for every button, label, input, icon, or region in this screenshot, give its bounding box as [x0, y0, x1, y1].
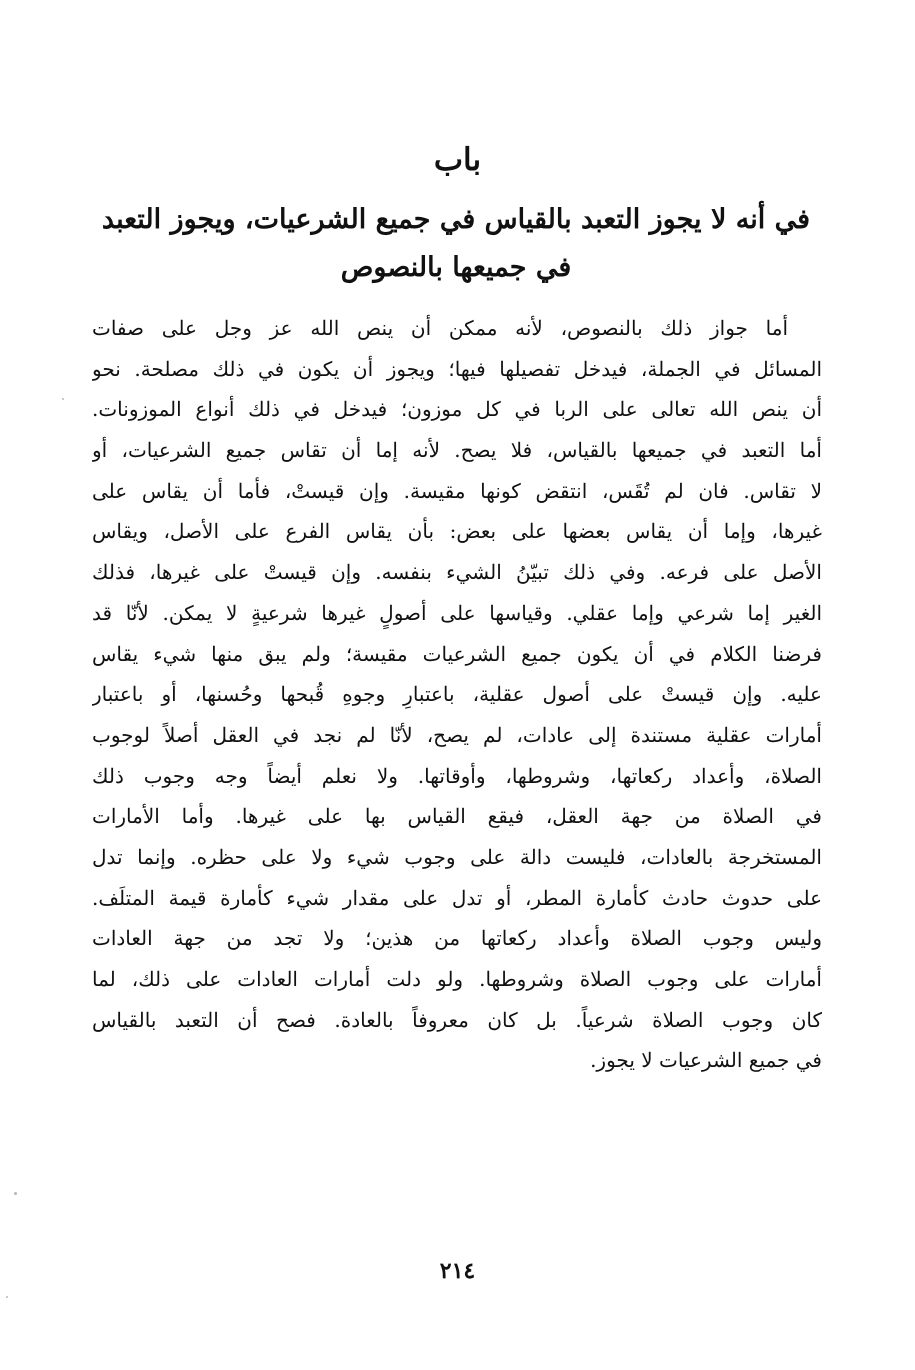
chapter-title-line-2: في جميعها بالنصوص — [340, 252, 572, 283]
text-line: أمارات عقلية مستندة إلى عادات، لم يصح، لأنّا لم نجد في العقل أصلاً لوجوب — [92, 722, 822, 747]
text-line: على حدوث حادث كأمارة المطر، أو تدل على مقدار شيء كأمارة قيمة المتلَف. — [92, 885, 822, 910]
text-line: في الصلاة من جهة العقل، فيقع القياس بها على غيرها. وأما الأمارات — [92, 804, 822, 829]
text-line: وليس وجوب الصلاة وأعداد ركعاتها من هذين؛ ولا تجد من جهة العادات — [92, 926, 822, 951]
text-line: فرضنا الكلام في أن يكون جميع الشرعيات مقيسة؛ ولم يبق منها شيء يقاس — [92, 641, 822, 666]
text-line: أما جواز ذلك بالنصوص، لأنه ممكن أن ينص الله عز وجل على صفات — [92, 316, 788, 340]
scan-speck — [62, 398, 64, 400]
body-paragraph — [92, 308, 822, 1081]
text-line: الصلاة، وأعداد ركعاتها، وشروطها، وأوقاتها. ولا نعلم أيضاً وجه وجوب ذلك — [92, 763, 822, 788]
text-line: كان وجوب الصلاة شرعياً. بل كان معروفاً بالعادة. فصح أن التعبد بالقياس — [92, 1007, 822, 1032]
chapter-label: باب — [433, 142, 482, 178]
text-line: الغير إما شرعي وإما عقلي. وقياسها على أصولٍ غيرها شرعيةٍ لا يمكن. لأنّا قد — [92, 600, 822, 625]
chapter-title — [90, 196, 822, 292]
text-line: أن ينص الله تعالى على الربا في كل موزون؛ فيدخل في ذلك أنواع الموزونات. — [92, 397, 822, 422]
text-line-last: في جميع الشرعيات لا يجوز. — [590, 1048, 822, 1073]
text-line: لا تقاس. فان لم تُقَس، انتقض كونها مقيسة. وإن قيستْ، فأما أن يقاس على — [92, 478, 822, 503]
text-line: المستخرجة بالعادات، فليست دالة على وجوب شيء ولا على حظره. وإنما تدل — [92, 844, 822, 869]
text-line: أمارات على وجوب الصلاة وشروطها. ولو دلت أمارات العادات على ذلك، لما — [92, 967, 822, 991]
text-line: أما التعبد في جميعها بالقياس، فلا يصح. لأنه إما أن تقاس جميع الشرعيات، أو — [92, 438, 822, 463]
text-line: غيرها، وإما أن يقاس بعضها على بعض: بأن يقاس الفرع على الأصل، ويقاس — [92, 519, 822, 544]
text-line: الأصل على فرعه. وفي ذلك تبيّنُ الشيء بنفسه. وإن قيستْ على غيرها، فذلك — [92, 560, 822, 585]
chapter-title-line-1: في أنه لا يجوز التعبد بالقياس في جميع الشرعيات، ويجوز التعبد — [101, 204, 811, 235]
text-line: عليه. وإن قيستْ على أصول عقلية، باعتبارِ وجوهِ قُبحها وحُسنها، أو باعتبار — [92, 682, 822, 707]
page-number: ٢١٤ — [439, 1258, 476, 1284]
scan-speck — [6, 1296, 8, 1298]
text-line: المسائل في الجملة، فيدخل تفصيلها فيها؛ ويجوز أن يكون في ذلك مصلحة. نحو — [92, 356, 822, 381]
scan-speck — [14, 1192, 17, 1195]
